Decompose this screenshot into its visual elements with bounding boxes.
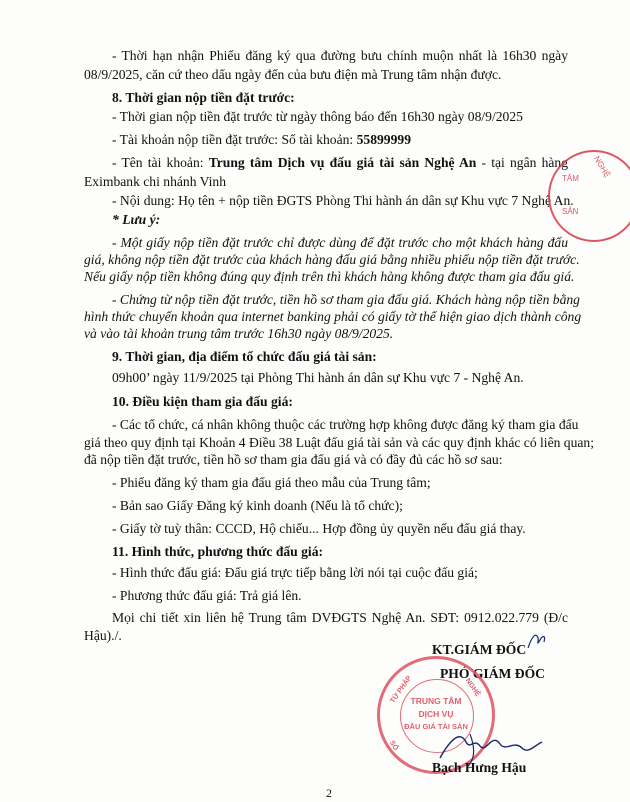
signature-scribble-top bbox=[432, 624, 552, 654]
signer-title: KT.GIÁM ĐỐC bbox=[432, 642, 527, 657]
text-line: - Phương thức đấu giá: Trả giá lên. bbox=[112, 588, 302, 603]
text-line: - Bản sao Giấy Đăng ký kinh doanh (Nếu là tổ chức); bbox=[112, 498, 403, 513]
stamp-text: ĐẤU GIÁ TÀI SẢN bbox=[404, 722, 468, 731]
stamp-text: NGHỆ bbox=[592, 154, 612, 180]
text-fragment: - Tài khoản nộp tiền đặt trước: Số tài khoản: bbox=[112, 132, 357, 147]
section-heading-11: 11. Hình thức, phương thức đấu giá: bbox=[112, 544, 324, 559]
note-line: hình thức chuyển khoản qua internet banking phải có giấy tờ thể hiện giao dịch thành công bbox=[84, 309, 582, 324]
text-line: 08/9/2025, căn cứ theo dấu ngày đến của bưu điện mà Trung tâm nhận được. bbox=[84, 67, 502, 82]
text-fragment: - tại ngân hàng bbox=[476, 155, 568, 170]
note-line: - Chứng từ nộp tiền đặt trước, tiền hồ sơ tham gia đấu giá. Khách hàng nộp tiền bằng bbox=[112, 292, 580, 307]
note-line: giá, không nộp tiền đặt trước của khách hàng đấu giá bằng nhiều phiếu nộp tiền đặt trước. bbox=[84, 252, 580, 267]
stamp-text: DỊCH VỤ bbox=[418, 709, 454, 719]
text-line: Eximbank chi nhánh Vinh bbox=[84, 174, 227, 189]
section-heading-10: 10. Điều kiện tham gia đấu giá: bbox=[112, 394, 293, 409]
stamp-text: TỪ PHÁP bbox=[389, 674, 414, 705]
text-line: - Các tổ chức, cá nhân không thuộc các trường hợp không được đăng ký tham gia đấu bbox=[112, 417, 579, 432]
stamp-fragment bbox=[548, 150, 630, 242]
section-heading-9: 9. Thời gian, địa điểm tổ chức đấu giá tài sản: bbox=[112, 349, 377, 364]
stamp-text: TRUNG TÂM bbox=[410, 696, 462, 706]
text-line: - Thời hạn nhận Phiếu đăng ký qua đường bưu chính muộn nhất là 16h30 ngày bbox=[112, 48, 568, 63]
signer-subtitle: PHÓ GIÁM ĐỐC bbox=[440, 666, 545, 681]
account-name-line bbox=[112, 154, 568, 172]
note-line: Nếu giấy nộp tiền không đúng quy định trên thì khách hàng không được tham gia đấu giá. bbox=[84, 269, 575, 284]
account-number-line bbox=[112, 131, 568, 149]
page-number: 2 bbox=[326, 786, 332, 800]
text-line: đã nộp tiền đặt trước, tiền hồ sơ tham gia đấu giá và có đầy đủ các hồ sơ sau: bbox=[84, 452, 503, 467]
text-line: - Hình thức đấu giá: Đấu giá trực tiếp bằng lời nói tại cuộc đấu giá; bbox=[112, 565, 478, 580]
text-line: - Phiếu đăng ký tham gia đấu giá theo mẫu của Trung tâm; bbox=[112, 475, 431, 490]
section-heading-8: 8. Thời gian nộp tiền đặt trước: bbox=[112, 90, 295, 105]
text-line: - Thời gian nộp tiền đặt trước từ ngày thông báo đến 16h30 ngày 08/9/2025 bbox=[112, 109, 523, 124]
contact-line: Hậu)./. bbox=[84, 628, 122, 643]
text-line: 09h00’ ngày 11/9/2025 tại Phòng Thi hành án dân sự Khu vực 7 - Nghệ An. bbox=[112, 370, 524, 385]
stamp-text: SỐ bbox=[387, 739, 400, 752]
text-line: - Giấy tờ tuỳ thân: CCCD, Hộ chiếu... Hợp đồng ủy quyền nếu đấu giá thay. bbox=[112, 521, 526, 536]
account-name: Trung tâm Dịch vụ đấu giá tài sản Nghệ An bbox=[208, 155, 477, 170]
account-number: 55899999 bbox=[356, 132, 411, 147]
stamp-text: NGHỆ bbox=[463, 677, 482, 699]
note-heading: * Lưu ý: bbox=[112, 212, 161, 227]
signer-name: Bạch Hưng Hậu bbox=[432, 760, 527, 775]
text-line: giá theo quy định tại Khoản 4 Điều 38 Luật đấu giá tài sản và các quy định khác có liên quan; bbox=[84, 435, 594, 450]
note-line: - Một giấy nộp tiền đặt trước chỉ được dùng để đặt trước cho một khách hàng đấu bbox=[112, 235, 568, 250]
stamp-text: SẢN bbox=[562, 207, 579, 216]
stamp-text: TÂM bbox=[562, 174, 579, 183]
text-fragment: - Tên tài khoản: bbox=[112, 155, 209, 170]
note-line: và vào tài khoản trung tâm trước 16h30 ngày 08/9/2025. bbox=[84, 326, 394, 341]
text-line: - Nội dung: Họ tên + nộp tiền ĐGTS Phòng Thi hành án dân sự Khu vực 7 Nghệ An. bbox=[112, 193, 574, 208]
contact-line: Mọi chi tiết xin liên hệ Trung tâm DVĐGTS Nghệ An. SĐT: 0912.022.779 (Đ/c bbox=[112, 610, 568, 625]
